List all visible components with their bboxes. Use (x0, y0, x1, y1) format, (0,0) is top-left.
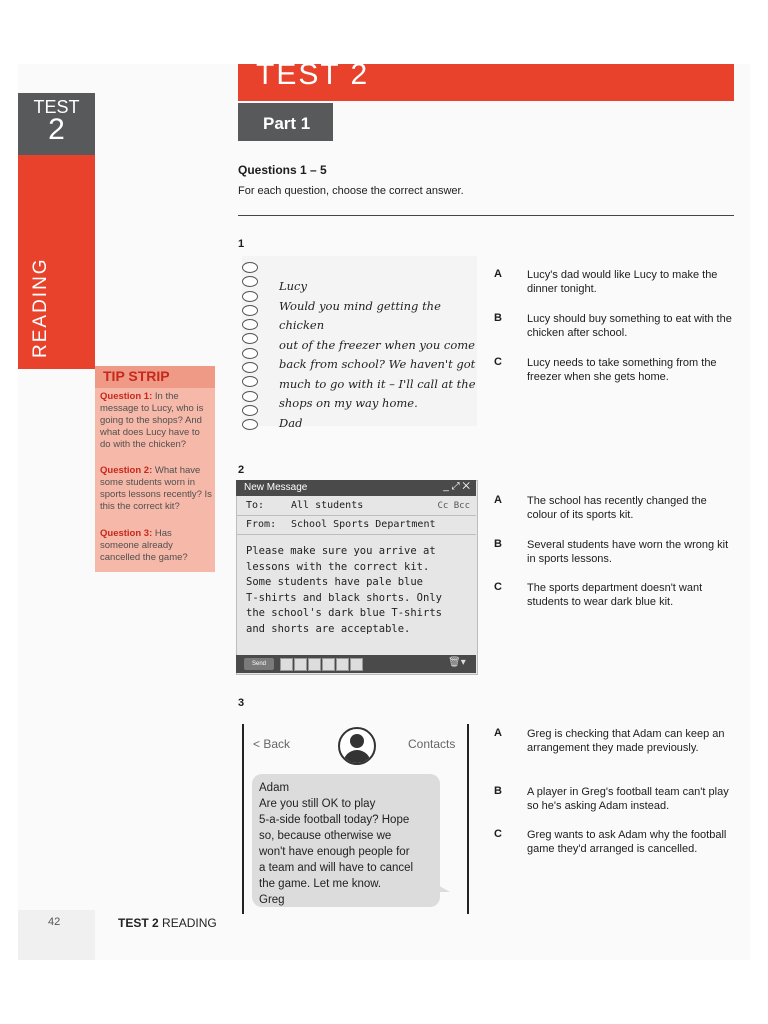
option-text: The school has recently changed the colour of its sports kit. (527, 495, 707, 521)
tip-item-label: Question 3: (100, 528, 153, 539)
trash-icon: 🗑▾ (448, 657, 466, 668)
question-number: 1 (238, 238, 245, 250)
email-to-row (236, 497, 476, 516)
part-title: Part 1 (263, 114, 311, 133)
tip-item-3 (100, 528, 212, 564)
note-message (279, 277, 479, 433)
format-icon (280, 658, 293, 671)
back-link: < Back (253, 737, 291, 751)
option-text: Lucy needs to take something from the freezer when she gets home. (527, 357, 717, 383)
note-line: Lucy (279, 279, 307, 293)
message-line: the game. Let me know. (259, 878, 382, 890)
option-text: Greg is checking that Adam can keep an arrangement they made previously. (527, 728, 725, 754)
format-icon (294, 658, 307, 671)
footer-section-label: READING (162, 916, 217, 930)
note-line: shops on my way home. (279, 396, 418, 410)
from-value: School Sports Department (291, 519, 436, 530)
email-line: Please make sure you arrive at (246, 545, 436, 557)
email-line: Some students have pale blue (246, 576, 424, 588)
tip-item-text: Has someone already cancelled the game? (100, 528, 188, 563)
question-number: 3 (238, 697, 245, 709)
option-text: The sports department doesn't want students to wear dark blue kit. (527, 582, 703, 608)
option-text: Lucy should buy something to eat with the chicken after school. (527, 313, 732, 339)
message-line: Are you still OK to play (259, 798, 376, 810)
option-letter: A (494, 727, 502, 739)
email-line: and shorts are acceptable. (246, 622, 411, 635)
message-line: a team and will have to cancel (259, 862, 414, 874)
page-number: 42 (48, 916, 61, 928)
contact-avatar-icon (338, 727, 376, 765)
format-icon (322, 658, 335, 671)
from-label: From: (246, 519, 277, 530)
option-letter: C (494, 356, 502, 368)
option-text: Several students have worn the wrong kit in sports lessons. (527, 539, 729, 565)
note-line: Dad (279, 415, 303, 430)
format-icon (308, 658, 321, 671)
tip-item-label: Question 1: (100, 391, 153, 402)
running-footer (118, 916, 217, 930)
email-window-title: New Message (244, 482, 308, 493)
tip-item-1 (100, 391, 212, 451)
test-tab-word: TEST (33, 97, 80, 117)
email-line: T-shirts and black shorts. Only (246, 591, 442, 604)
to-label: To: (246, 500, 265, 511)
test-tab (18, 93, 95, 155)
tip-item-text: What have some students worn in sports lessons recently? Is this the correct kit? (100, 465, 212, 512)
test-banner-title: TEST 2 (256, 58, 370, 91)
tip-item-text: In the message to Lucy, who is going to the shops? And what does Lucy have to do with the chicken? (100, 391, 204, 450)
test-tab-number: 2 (48, 113, 65, 146)
cc-bcc: Cc Bcc (437, 501, 470, 511)
tip-item-2 (100, 465, 212, 513)
phone-frame-right (467, 724, 469, 914)
option-text: Greg wants to ask Adam why the football game they'd arranged is cancelled. (527, 829, 727, 855)
message-line: Adam (259, 782, 290, 794)
option-letter: C (494, 828, 502, 840)
to-value: All students (291, 500, 364, 511)
divider (238, 215, 734, 216)
email-line: the school's dark blue T-shirts (246, 607, 442, 619)
email-titlebar (236, 480, 476, 496)
option-letter: C (494, 581, 502, 593)
message-line: 5-a-side football today? Hope (259, 814, 410, 826)
option-letter: B (494, 785, 502, 797)
format-icon (350, 658, 363, 671)
note-line: out of the freezer when you come (279, 337, 475, 352)
part-tab (238, 103, 333, 141)
text-message (259, 780, 439, 908)
email-line: lessons with the correct kit. (246, 560, 430, 573)
footer-test-label: TEST 2 (118, 916, 159, 930)
question-number: 2 (238, 464, 245, 476)
option-letter: B (494, 312, 502, 324)
note-line: back from school? We haven't got (279, 357, 476, 371)
phone-frame-left (242, 724, 244, 914)
option-text: Lucy's dad would like Lucy to make the dinner tonight. (527, 269, 718, 295)
tip-strip-title: TIP STRIP (103, 368, 170, 384)
message-line: so, because otherwise we (259, 830, 392, 842)
message-line: won't have enough people for (259, 846, 410, 858)
note-line: Would you mind getting the chicken (279, 298, 441, 332)
option-letter: B (494, 538, 502, 550)
email-body (246, 544, 472, 637)
send-button: Send (244, 658, 274, 670)
email-from-row (236, 516, 476, 535)
message-line: Greg (259, 894, 285, 906)
tip-item-label: Question 2: (100, 465, 153, 476)
instruction-text: For each question, choose the correct answer. (238, 185, 464, 197)
window-controls-icon: _ ⤢ ✕ (443, 481, 470, 492)
questions-heading: Questions 1 – 5 (238, 163, 327, 177)
contacts-link: Contacts (408, 737, 456, 751)
format-icon (336, 658, 349, 671)
option-letter: A (494, 494, 502, 506)
option-text: A player in Greg's football team can't play so he's asking Adam instead. (527, 786, 729, 812)
spiral-binding-icon (242, 262, 268, 434)
section-label-vertical: READING (30, 257, 51, 358)
option-letter: A (494, 268, 502, 280)
note-line: much to go with it – I'll call at the (279, 376, 476, 391)
